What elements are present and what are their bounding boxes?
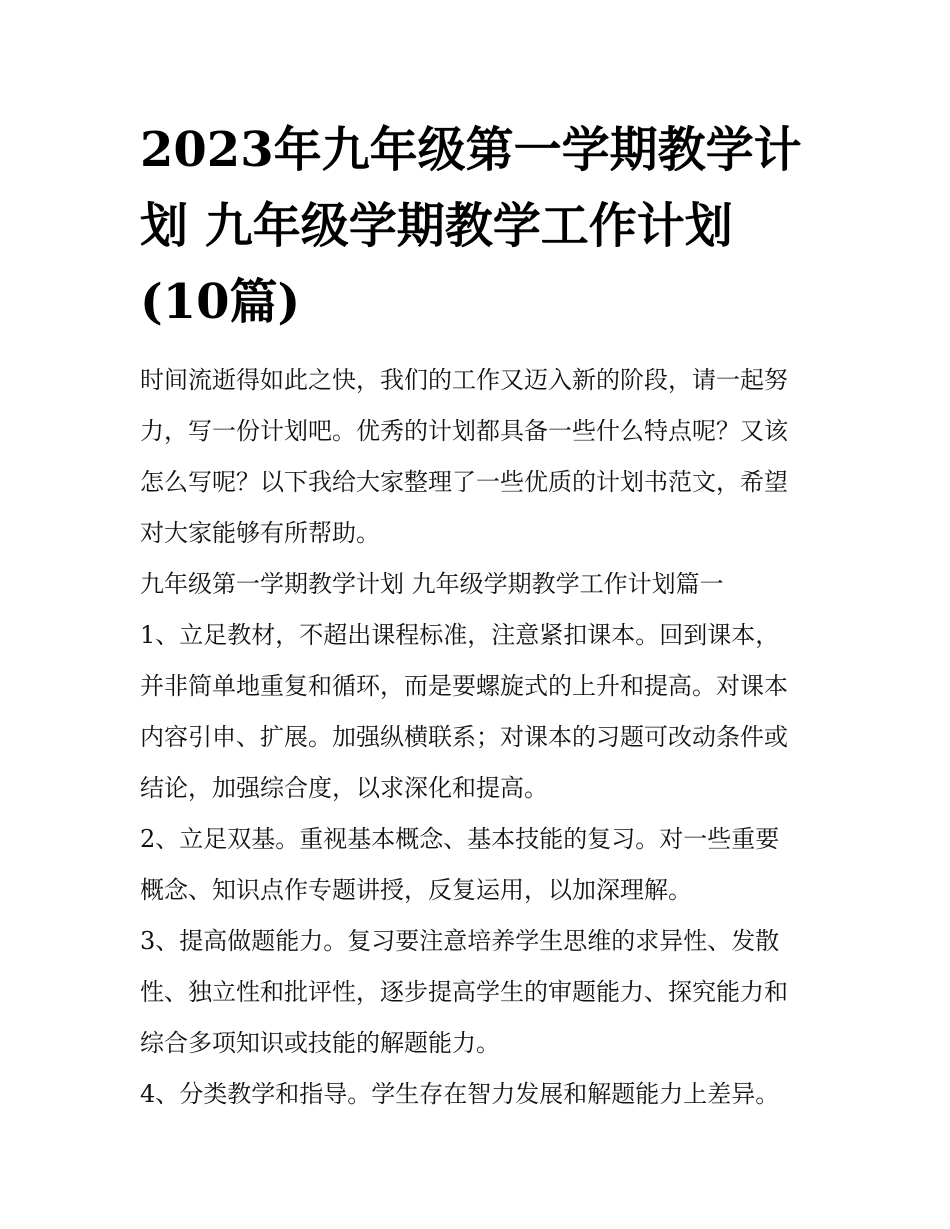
paragraph-line: 性、独立性和批评性，逐步提高学生的审题能力、探究能力和 [140,978,788,1006]
paragraph-line: 2、立足双基。重视基本概念、基本技能的复习。对一些重要 [140,825,780,853]
intro-line: 对大家能够有所帮助。 [140,519,380,547]
paragraph-line: 1、立足教材，不超出课程标准，注意紧扣课本。回到课本， [140,621,780,649]
paragraph-line: 3、提高做题能力。复习要注意培养学生思维的求异性、发散 [140,927,780,955]
document-body [140,355,820,1120]
intro-line: 怎么写呢？以下我给大家整理了一些优质的计划书范文，希望 [140,468,788,496]
paragraph-line: 结论，加强综合度，以求深化和提高。 [140,774,548,802]
section-heading: 九年级第一学期教学计划 九年级学期教学工作计划篇一 [140,570,724,598]
title-line: (10篇) [140,274,301,330]
intro-line: 时间流逝得如此之快，我们的工作又迈入新的阶段，请一起努 [140,366,788,394]
paragraph-line: 内容引申、扩展。加强纵横联系；对课本的习题可改动条件或 [140,723,788,751]
paragraph-line: 概念、知识点作专题讲授，反复运用，以加深理解。 [140,876,692,904]
document-title [140,112,830,340]
title-line: 2023年九年级第一学期教学计 [140,122,802,178]
intro-line: 力，写一份计划吧。优秀的计划都具备一些什么特点呢？又该 [140,417,788,445]
paragraph-line: 并非简单地重复和循环，而是要螺旋式的上升和提高。对课本 [140,672,788,700]
paragraph-line: 4、分类教学和指导。学生存在智力发展和解题能力上差异。 [140,1080,780,1108]
paragraph-line: 综合多项知识或技能的解题能力。 [140,1029,500,1057]
title-line: 划 九年级学期教学工作计划 [140,198,733,254]
